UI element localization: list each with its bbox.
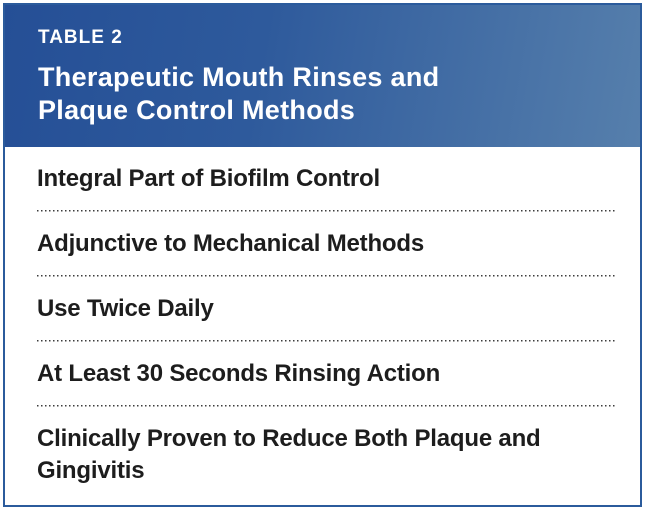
table-row [37, 212, 616, 275]
table-title [38, 61, 620, 127]
table-row [37, 147, 616, 210]
table-title-line-1: Therapeutic Mouth Rinses and [38, 62, 440, 92]
table-label: TABLE 2 [38, 27, 123, 48]
row-text: Use Twice Daily [37, 295, 214, 322]
row-text: Integral Part of Biofilm Control [37, 165, 380, 192]
table-title-line-2: Plaque Control Methods [38, 95, 356, 125]
row-text: At Least 30 Seconds Rinsing Action [37, 360, 441, 387]
table-card [3, 3, 642, 507]
table-row [37, 407, 616, 502]
table-row [37, 342, 616, 405]
table-body [5, 147, 640, 502]
row-text: Adjunctive to Mechanical Methods [37, 230, 424, 257]
table-header [5, 5, 640, 147]
table-row [37, 277, 616, 340]
row-text: Clinically Proven to Reduce Both Plaque and Gingivitis [37, 425, 541, 484]
